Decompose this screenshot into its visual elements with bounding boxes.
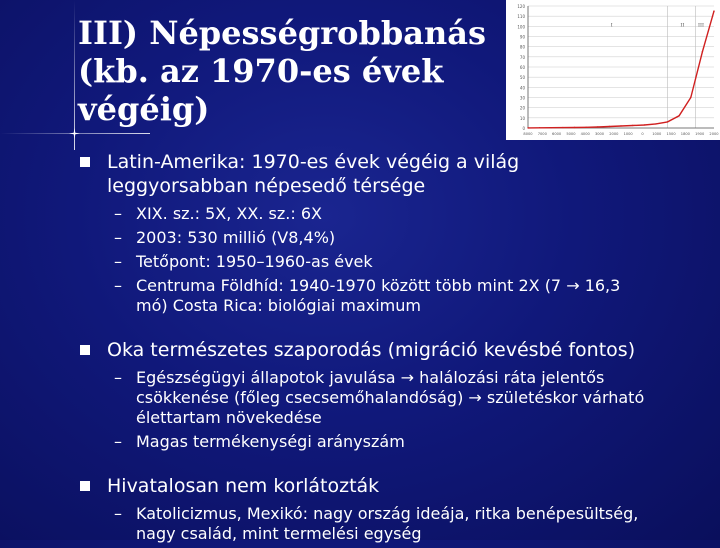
x-tick-label: 1800 <box>680 132 690 136</box>
x-tick-label: 2000 <box>609 132 619 136</box>
title-line-1: III) Népességrobbanás <box>78 14 486 52</box>
y-tick-label: 20 <box>519 105 525 111</box>
sub-text-line: mó) Costa Rica: biológiai maximum <box>136 296 421 315</box>
dash-marker: – <box>114 432 122 451</box>
data-point <box>539 127 540 128</box>
data-point <box>527 127 528 128</box>
sub-text-line: nagy család, mint termelési egység <box>136 524 422 543</box>
sub-item <box>114 368 710 428</box>
y-tick-label: 10 <box>519 115 525 121</box>
bullet-text-line: leggyorsabban népesedő térsége <box>107 175 426 197</box>
sub-text-line: élettartam növekedése <box>136 408 322 427</box>
sub-list <box>80 504 710 544</box>
sub-item <box>114 252 710 272</box>
y-tick-label: 110 <box>517 14 525 20</box>
spacer <box>80 320 710 338</box>
y-tick-label: 50 <box>519 75 525 81</box>
population-series-line <box>528 11 714 128</box>
x-tick-label: 1900 <box>695 132 705 136</box>
stage-label: I <box>610 22 613 29</box>
data-point <box>597 126 598 127</box>
sub-text-line: Katolicizmus, Mexikó: nagy ország ideája, ritka benépesültség, <box>136 504 639 523</box>
x-tick-label: 7000 <box>537 132 547 136</box>
data-point <box>551 127 552 128</box>
data-point <box>702 51 703 52</box>
y-tick-label: 80 <box>519 44 525 50</box>
slide-title <box>78 14 518 128</box>
slide-body <box>80 150 710 548</box>
sub-text-line: Egészségügyi állapotok javulása → halálozási ráta jelentős <box>136 368 605 387</box>
sub-item <box>114 276 710 316</box>
x-tick-label: 1500 <box>666 132 676 136</box>
sparkle-icon <box>69 128 80 139</box>
title-line-2: (kb. az 1970-es évek <box>78 52 444 90</box>
title-line-3: végéig) <box>78 90 210 128</box>
x-tick-label: 1000 <box>623 132 633 136</box>
y-tick-label: 70 <box>519 54 525 60</box>
bullet-item <box>80 338 710 362</box>
sub-text-line: Tetőpont: 1950–1960-as évek <box>136 252 373 271</box>
sub-text-line: Centruma Földhíd: 1940-1970 között több mint 2X (7 → 16,3 <box>136 276 621 295</box>
sub-item <box>114 228 710 248</box>
y-tick-label: 120 <box>517 4 525 9</box>
data-point <box>678 115 679 116</box>
y-tick-label: 0 <box>522 126 525 131</box>
sub-list <box>80 204 710 316</box>
sub-text-line: XIX. sz.: 5X, XX. sz.: 6X <box>136 204 322 223</box>
y-tick-label: 90 <box>519 34 525 40</box>
sub-item <box>114 432 710 452</box>
data-point <box>620 125 621 126</box>
data-point <box>655 123 656 124</box>
y-tick-label: 30 <box>519 95 525 101</box>
dash-marker: – <box>114 228 122 247</box>
stage-label: II <box>680 22 685 29</box>
sub-list <box>80 368 710 452</box>
dash-marker: – <box>114 252 122 271</box>
data-point <box>667 121 668 122</box>
data-point <box>713 10 714 11</box>
bullet-item <box>80 150 710 198</box>
data-point <box>632 125 633 126</box>
data-point <box>609 126 610 127</box>
bullet-text-line: Hivatalosan nem korlátozták <box>107 475 380 497</box>
data-point <box>574 127 575 128</box>
y-tick-label: 100 <box>517 24 525 30</box>
x-tick-label: 5000 <box>566 132 576 136</box>
sub-text-line: csökkenése (főleg csecsemőhalandóság) → születéskor várható <box>136 388 645 407</box>
x-tick-label: 1000 <box>652 132 662 136</box>
data-point <box>562 127 563 128</box>
y-tick-label: 60 <box>519 65 525 70</box>
dash-marker: – <box>114 276 122 295</box>
stage-label: III <box>698 22 704 29</box>
dash-marker: – <box>114 368 122 387</box>
sub-text-line: 2003: 530 millió (V8,4%) <box>136 228 336 247</box>
bullet-text-line: Oka természetes szaporodás (migráció kevésbé fontos) <box>107 339 636 361</box>
x-tick-label: 2000 <box>709 132 719 136</box>
square-bullet-icon <box>80 481 90 491</box>
y-tick-label: 40 <box>519 85 525 91</box>
dash-marker: – <box>114 204 122 223</box>
dash-marker: – <box>114 504 122 523</box>
data-point <box>585 127 586 128</box>
data-point <box>690 97 691 98</box>
x-tick-label: 3000 <box>594 132 605 136</box>
bullet-text-line: Latin-Amerika: 1970-es évek végéig a világ <box>107 151 520 173</box>
x-tick-label: 6000 <box>552 132 562 136</box>
sub-text-line: Magas termékenységi arányszám <box>136 432 405 451</box>
spacer <box>80 456 710 474</box>
x-tick-label: 0 <box>641 132 644 136</box>
bullet-item <box>80 474 710 498</box>
square-bullet-icon <box>80 157 90 167</box>
x-tick-label: 4000 <box>580 132 590 136</box>
sub-item <box>114 204 710 224</box>
x-tick-label: 8000 <box>523 132 533 136</box>
square-bullet-icon <box>80 345 90 355</box>
data-point <box>644 124 645 125</box>
population-growth-chart <box>506 0 720 140</box>
sub-item <box>114 504 710 544</box>
chart-canvas <box>506 0 720 140</box>
